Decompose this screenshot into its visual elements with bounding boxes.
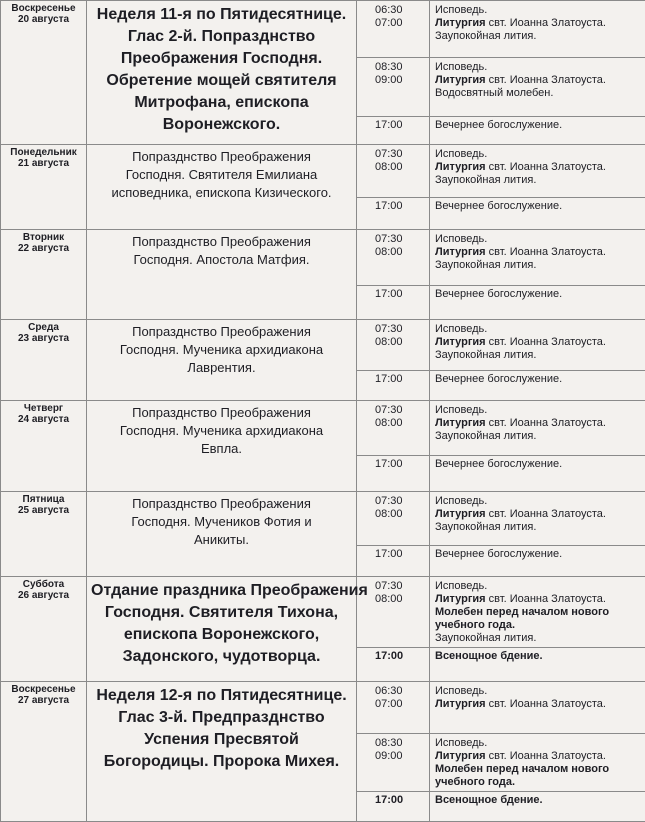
weekday-label: Пятница [1,494,86,505]
vespers-label: Вечернее богослужение. [435,200,645,213]
vespers-label: Всенощное бдение. [435,794,645,807]
feast-cell [87,1,357,145]
service-line [435,233,645,246]
service-name: Исповедь. [435,233,487,245]
service-line [435,619,645,632]
service-detail: свт. Иоанна Златоуста. [486,74,606,86]
feast-cell [87,401,357,492]
weekday-label: Четверг [1,403,86,414]
service-list-cell [430,577,645,648]
service-name: Литургия [435,74,486,86]
service-list-cell [430,734,645,792]
service-name: учебного года. [435,776,515,788]
service-line [435,606,645,619]
service-list-cell [430,401,645,456]
feast-line: Глас 3-й. Предпразднство [91,707,352,729]
service-name: Исповедь. [435,685,487,697]
service-time: 07:00 [375,698,429,711]
service-time: 06:30 [375,685,429,698]
service-line [435,404,645,417]
service-time-cell [357,492,430,546]
service-list-cell [430,1,645,58]
feast-cell [87,230,357,320]
service-time-cell [357,682,430,734]
service-time: 08:00 [375,593,429,606]
vespers-cell [430,198,645,230]
service-line [435,698,645,711]
service-line [435,74,645,87]
service-name: Исповедь. [435,61,487,73]
service-detail: свт. Иоанна Златоуста. [486,336,606,348]
vespers-time-cell [357,117,430,145]
schedule-row [1,401,645,456]
weekday-label: Среда [1,322,86,333]
feast-line: Попразднство Преображения [91,495,352,513]
service-name: Молебен перед началом нового [435,763,609,775]
service-name: Заупокойная лития. [435,430,536,442]
feast-line: Господня. Святителя Емилиана [91,166,352,184]
service-time-cell [357,1,430,58]
service-detail: свт. Иоанна Златоуста. [486,698,606,710]
feast-line: Неделя 12-я по Пятидесятнице. [91,685,352,707]
feast-line: Евпла. [91,440,352,458]
vespers-time: 17:00 [375,458,429,471]
service-time: 08:00 [375,336,429,349]
service-detail: свт. Иоанна Златоуста. [486,161,606,173]
schedule-row [1,145,645,198]
service-time-cell [357,145,430,198]
feast-cell [87,320,357,401]
service-time-cell [357,230,430,286]
vespers-time: 17:00 [375,794,429,807]
service-name: Заупокойная лития. [435,632,536,644]
day-cell [1,145,87,230]
service-time: 08:00 [375,246,429,259]
service-line [435,580,645,593]
vespers-cell [430,117,645,145]
service-name: Заупокойная лития. [435,30,536,42]
day-cell [1,492,87,577]
service-list-cell [430,230,645,286]
service-name: Литургия [435,336,486,348]
service-line [435,259,645,272]
feast-line: Попразднство Преображения [91,148,352,166]
schedule-row [1,492,645,546]
service-name: Исповедь. [435,148,487,160]
service-line [435,336,645,349]
vespers-label: Вечернее богослужение. [435,288,645,301]
day-cell [1,320,87,401]
service-time: 08:00 [375,417,429,430]
service-time: 08:00 [375,161,429,174]
vespers-time-cell [357,371,430,401]
service-name: Исповедь. [435,495,487,507]
service-line [435,750,645,763]
service-line [435,61,645,74]
feast-cell [87,577,357,682]
feast-line: Попразднство Преображения [91,404,352,422]
service-line [435,417,645,430]
service-time: 08:30 [375,737,429,750]
day-cell [1,577,87,682]
service-name: Заупокойная лития. [435,521,536,533]
service-time: 07:30 [375,233,429,246]
service-list-cell [430,145,645,198]
service-time-cell [357,58,430,117]
feast-cell [87,682,357,822]
service-list-cell [430,492,645,546]
vespers-time-cell [357,546,430,577]
vespers-time: 17:00 [375,650,429,663]
service-line [435,430,645,443]
service-line [435,495,645,508]
feast-line: Задонского, чудотворца. [91,646,352,668]
service-line [435,508,645,521]
vespers-cell [430,286,645,320]
day-cell [1,1,87,145]
service-line [435,685,645,698]
feast-line: Попразднство Преображения [91,233,352,251]
vespers-time-cell [357,648,430,682]
service-detail: свт. Иоанна Златоуста. [486,750,606,762]
service-time: 07:30 [375,148,429,161]
vespers-label: Вечернее богослужение. [435,548,645,561]
service-name: Исповедь. [435,4,487,16]
feast-line: Попразднство Преображения [91,323,352,341]
feast-line: Успения Пресвятой [91,729,352,751]
service-line [435,246,645,259]
service-name: Заупокойная лития. [435,259,536,271]
feast-line: Митрофана, епископа [91,92,352,114]
service-line [435,521,645,534]
schedule-row [1,320,645,371]
feast-line: Господня. Мучеников Фотия и [91,513,352,531]
vespers-time: 17:00 [375,288,429,301]
service-detail: свт. Иоанна Златоуста. [486,593,606,605]
feast-cell [87,145,357,230]
vespers-time-cell [357,456,430,492]
schedule-row [1,1,645,58]
vespers-label: Вечернее богослужение. [435,458,645,471]
service-time: 09:00 [375,74,429,87]
service-line [435,776,645,789]
service-time: 07:30 [375,580,429,593]
service-line [435,148,645,161]
service-line [435,161,645,174]
service-detail: свт. Иоанна Златоуста. [486,246,606,258]
service-line [435,737,645,750]
service-time-cell [357,320,430,371]
service-name: Исповедь. [435,323,487,335]
service-name: Исповедь. [435,404,487,416]
service-line [435,593,645,606]
feast-line: Преображения Господня. [91,48,352,70]
vespers-cell [430,456,645,492]
day-cell [1,401,87,492]
service-time: 08:00 [375,508,429,521]
vespers-label: Вечернее богослужение. [435,119,645,132]
day-cell [1,230,87,320]
date-label: 27 августа [1,695,86,706]
service-name: Исповедь. [435,737,487,749]
service-name: Литургия [435,161,486,173]
feast-line: Воронежского. [91,114,352,136]
service-name: Литургия [435,698,486,710]
schedule-row [1,577,645,648]
service-name: Литургия [435,17,486,29]
service-time: 08:30 [375,61,429,74]
service-line [435,4,645,17]
feast-line: Обретение мощей святителя [91,70,352,92]
date-label: 21 августа [1,158,86,169]
service-name: Литургия [435,750,486,762]
feast-line: Отдание праздника Преображения [91,580,352,602]
service-time: 07:00 [375,17,429,30]
vespers-cell [430,546,645,577]
weekday-label: Понедельник [1,147,86,158]
service-name: Литургия [435,417,486,429]
service-name: Заупокойная лития. [435,174,536,186]
schedule-row [1,682,645,734]
service-line [435,87,645,100]
service-time: 06:30 [375,4,429,17]
service-line [435,763,645,776]
service-name: Водосвятный молебен. [435,87,553,99]
service-name: Заупокойная лития. [435,349,536,361]
feast-line: Господня. Апостола Матфия. [91,251,352,269]
service-time: 07:30 [375,495,429,508]
date-label: 24 августа [1,414,86,425]
feast-line: исповедника, епископа Кизического. [91,184,352,202]
date-label: 22 августа [1,243,86,254]
feast-line: Аникиты. [91,531,352,549]
vespers-time-cell [357,286,430,320]
vespers-label: Вечернее богослужение. [435,373,645,386]
service-name: Литургия [435,246,486,258]
vespers-cell [430,648,645,682]
vespers-time: 17:00 [375,373,429,386]
feast-line: епископа Воронежского, [91,624,352,646]
service-line [435,632,645,645]
service-name: Молебен перед началом нового [435,606,609,618]
weekday-label: Воскресенье [1,3,86,14]
service-list-cell [430,682,645,734]
service-line [435,30,645,43]
service-line [435,323,645,336]
service-name: Литургия [435,508,486,520]
weekday-label: Воскресенье [1,684,86,695]
service-name: Литургия [435,593,486,605]
service-time: 07:30 [375,323,429,336]
service-time-cell [357,401,430,456]
date-label: 26 августа [1,590,86,601]
feast-cell [87,492,357,577]
feast-line: Господня. Мученика архидиакона [91,422,352,440]
vespers-label: Всенощное бдение. [435,650,645,663]
service-detail: свт. Иоанна Златоуста. [486,508,606,520]
vespers-time: 17:00 [375,119,429,132]
service-time: 07:30 [375,404,429,417]
feast-line: Неделя 11-я по Пятидесятнице. [91,4,352,26]
service-time: 09:00 [375,750,429,763]
schedule-row [1,230,645,286]
feast-line: Господня. Мученика архидиакона [91,341,352,359]
service-detail: свт. Иоанна Златоуста. [486,417,606,429]
service-line [435,174,645,187]
date-label: 20 августа [1,14,86,25]
weekday-label: Вторник [1,232,86,243]
weekday-label: Суббота [1,579,86,590]
day-cell [1,682,87,822]
date-label: 23 августа [1,333,86,344]
service-name: учебного года. [435,619,515,631]
vespers-time: 17:00 [375,200,429,213]
service-detail: свт. Иоанна Златоуста. [486,17,606,29]
feast-line: Богородицы. Пророка Михея. [91,751,352,773]
service-time-cell [357,734,430,792]
service-name: Исповедь. [435,580,487,592]
service-list-cell [430,320,645,371]
service-line [435,349,645,362]
feast-line: Глас 2-й. Попразднство [91,26,352,48]
vespers-time-cell [357,198,430,230]
feast-line: Лаврентия. [91,359,352,377]
service-line [435,17,645,30]
vespers-cell [430,371,645,401]
feast-line: Господня. Святителя Тихона, [91,602,352,624]
vespers-time: 17:00 [375,548,429,561]
date-label: 25 августа [1,505,86,516]
service-list-cell [430,58,645,117]
